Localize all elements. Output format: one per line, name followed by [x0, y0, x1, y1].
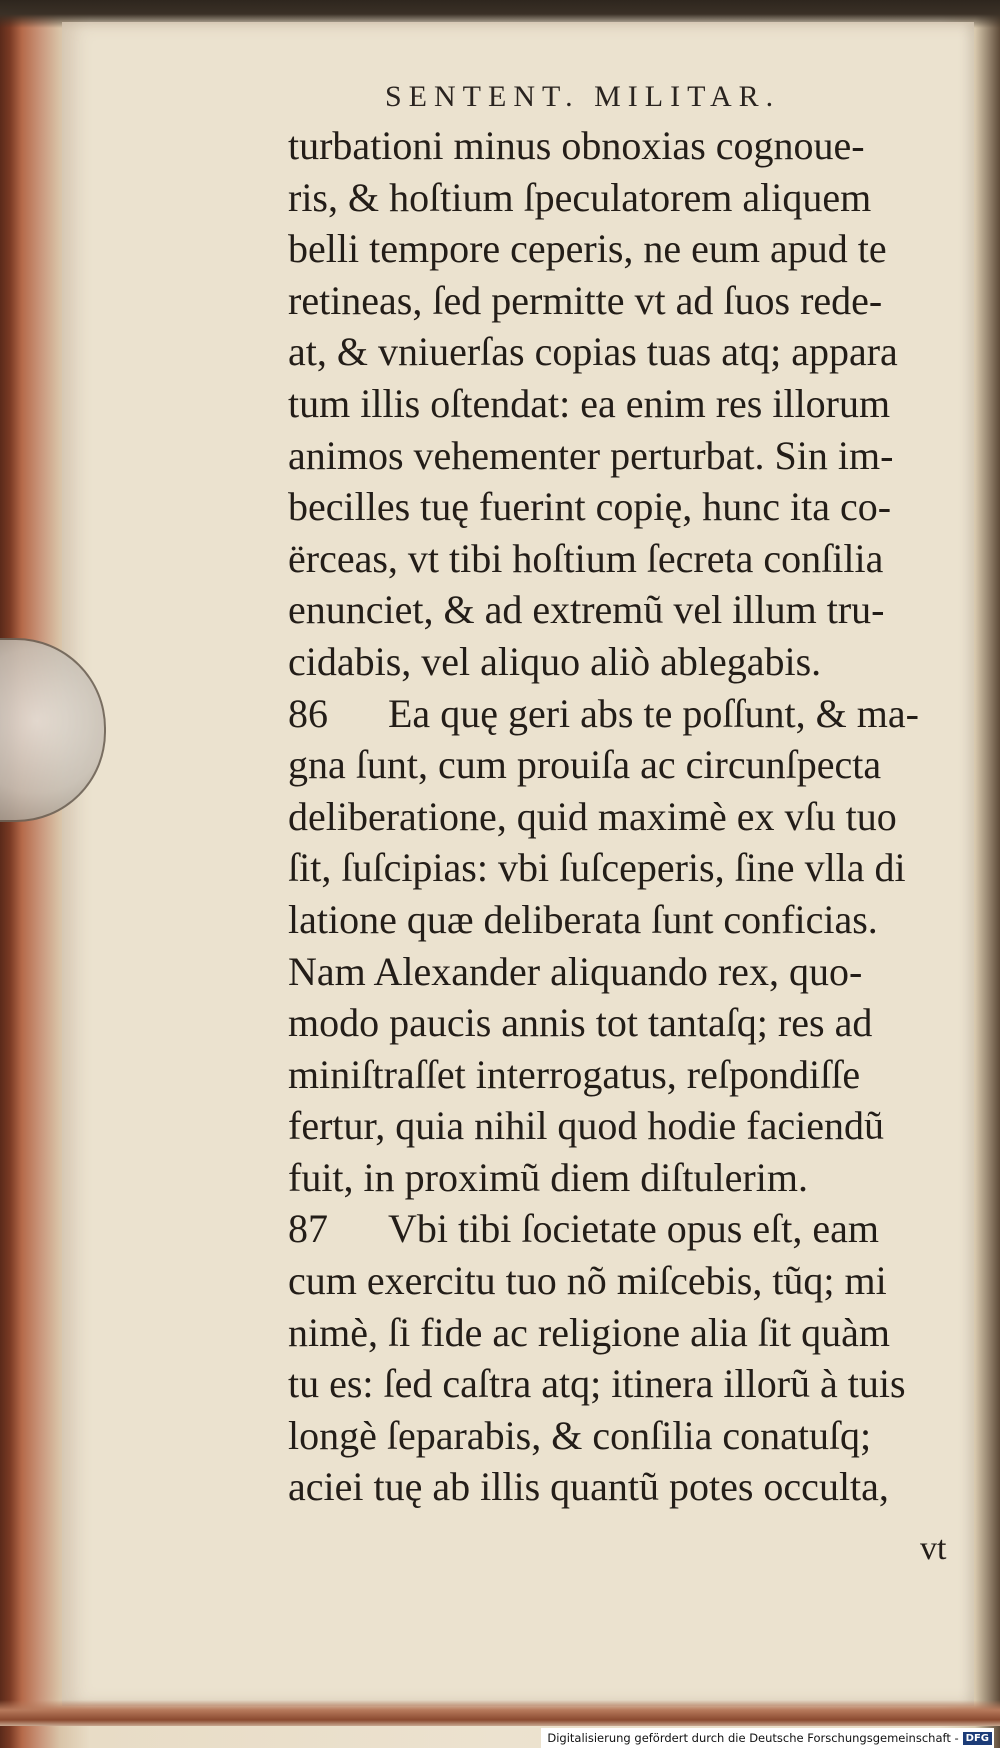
text-line: gna ſunt, cum prouiſa ac circunſpecta [288, 742, 882, 788]
text-line: Vbi tibi ſocietate opus eſt, eam [388, 1206, 879, 1252]
credit-text: Digitalisierung gefördert durch die Deutsche Forschungsgemeinschaft - [547, 1731, 959, 1745]
text-line: tum illis oſtendat: ea enim res illorum [288, 380, 891, 426]
text-line: longè ſeparabis, & conſilia conatuſq; [288, 1412, 872, 1458]
text-line: cidabis, vel aliquo aliò ablegabis. [288, 638, 822, 684]
section-86-first-line [288, 688, 968, 740]
text-line: at, & vniuerſas copias tuas atq; appara [288, 329, 898, 375]
text-line: ërceas, vt tibi hoſtium ſecreta conſilia [288, 535, 884, 581]
text-line: retineas, ſed permitte vt ad ſuos rede- [288, 277, 883, 323]
text-line: Nam Alexander aliquando rex, quo- [288, 948, 863, 994]
dfg-logo: DFG [963, 1732, 992, 1745]
catchword: vt [920, 1530, 947, 1567]
text-line: aciei tuę ab illis quantũ potes occulta, [288, 1464, 889, 1510]
text-line: modo paucis annis tot tantaſq; res ad [288, 1000, 873, 1046]
text-line: miniſtraſſet interrogatus, reſpondiſſe [288, 1051, 861, 1097]
main-text [288, 120, 968, 1513]
text-line: Ea quę geri abs te poſſunt, & ma- [388, 690, 919, 736]
text-line: tu es: ſed caſtra atq; itinera illorũ à tuis [288, 1361, 906, 1407]
section-87-first-line [288, 1203, 968, 1255]
text-line: becilles tuę fuerint copię, hunc ita co- [288, 484, 892, 530]
text-line: turbationi minus obnoxias cognoue- [288, 123, 865, 168]
running-title: SENTENT. MILITAR. [385, 80, 781, 113]
text-line: ris, & hoſtium ſpeculatorem aliquem [288, 174, 872, 220]
text-line: ſit, ſuſcipias: vbi ſuſceperis, ſine vlla di [288, 845, 906, 891]
text-line: animos vehementer perturbat. Sin im- [288, 432, 894, 478]
text-line: fertur, quia nihil quod hodie faciendũ [288, 1103, 884, 1149]
digitization-credit [541, 1728, 994, 1748]
section-number: 87 [288, 1206, 328, 1252]
text-line: fuit, in proximũ diem diſtulerim. [288, 1154, 808, 1200]
text-line: enunciet, & ad extremũ vel illum tru- [288, 587, 885, 633]
text-line: cum exercitu tuo nõ miſcebis, tũq; mi [288, 1258, 887, 1304]
text-line: nimè, ſi fide ac religione alia ſit quàm [288, 1309, 891, 1355]
text-line: latione quæ deliberata ſunt conficias. [288, 896, 878, 942]
section-number: 86 [288, 690, 328, 736]
text-line: belli tempore ceperis, ne eum apud te [288, 226, 887, 272]
bottom-page-edge [0, 1700, 1000, 1726]
text-line: deliberatione, quid maximè ex vſu tuo [288, 793, 897, 839]
